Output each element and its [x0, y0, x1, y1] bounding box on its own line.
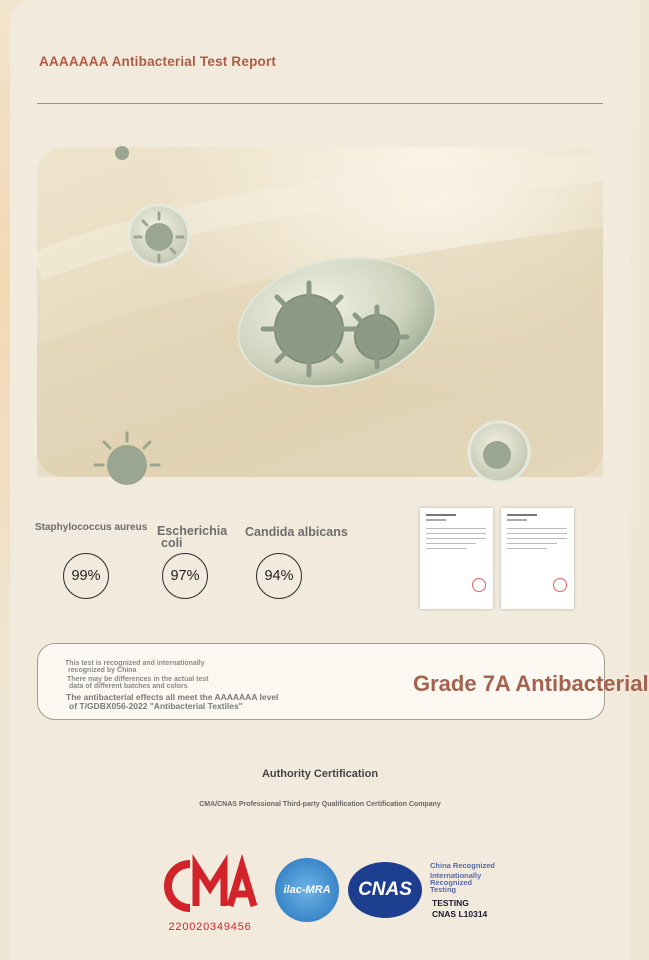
cma-number: 220020349456 [168, 921, 252, 933]
content-card [10, 0, 630, 960]
grade-label: Grade 7A Antibacterial [413, 671, 649, 696]
note-line-6: of T/GDBX056-2022 "Antibacterial Textiles" [69, 701, 243, 711]
note-line-2: recognized by China [68, 667, 137, 674]
percent-circle-3: 94% [256, 553, 302, 599]
note-line-1: This test is recognized and internationally [65, 660, 205, 667]
bacteria-name-2-line2: coli [161, 536, 183, 550]
test-notes-box [37, 643, 649, 720]
percent-circle-1: 99% [63, 553, 109, 599]
cnas-number: CNAS L10314 [432, 909, 488, 919]
note-line-3: There may be differences in the actual test [67, 676, 209, 683]
bacteria-name-1: Staphylococcus aureus [35, 522, 148, 533]
cnas-text: CNAS [358, 879, 412, 900]
cnas-caption-3: Recognized [430, 878, 473, 887]
authority-title: Authority Certification [261, 768, 379, 780]
cma-logo [160, 858, 260, 933]
test-report-document-1 [420, 508, 493, 609]
cnas-logo [348, 862, 422, 918]
percent-circle-2: 97% [162, 553, 208, 599]
ilac-mra-text: ilac-MRA [283, 884, 331, 896]
cnas-caption [430, 862, 495, 893]
page-title: AAAAAAA Antibacterial Test Report [39, 54, 277, 69]
cnas-caption-2: Internationally [430, 871, 482, 880]
test-report-document-2 [501, 508, 574, 609]
authority-subtitle: CMA/CNAS Professional Third-party Qualification Certification Company [199, 801, 441, 808]
cnas-caption-1: China Recognized [430, 861, 496, 870]
note-line-5: The antibacterial effects all meet the AAAAAAA level [66, 692, 279, 702]
cnas-testing: TESTING [432, 898, 469, 908]
bacteria-name-2 [157, 525, 227, 549]
bacteria-name-3: Candida albicans [245, 525, 348, 539]
bacteria-name-2-line1: Escherichia [157, 524, 228, 538]
ilac-mra-logo [275, 858, 339, 922]
note-line-4: data of different batches and colors [69, 683, 188, 690]
cnas-id [432, 898, 487, 920]
cnas-caption-4: Testing [430, 885, 457, 894]
fabric-virus-illustration [37, 147, 603, 477]
divider [37, 103, 603, 104]
